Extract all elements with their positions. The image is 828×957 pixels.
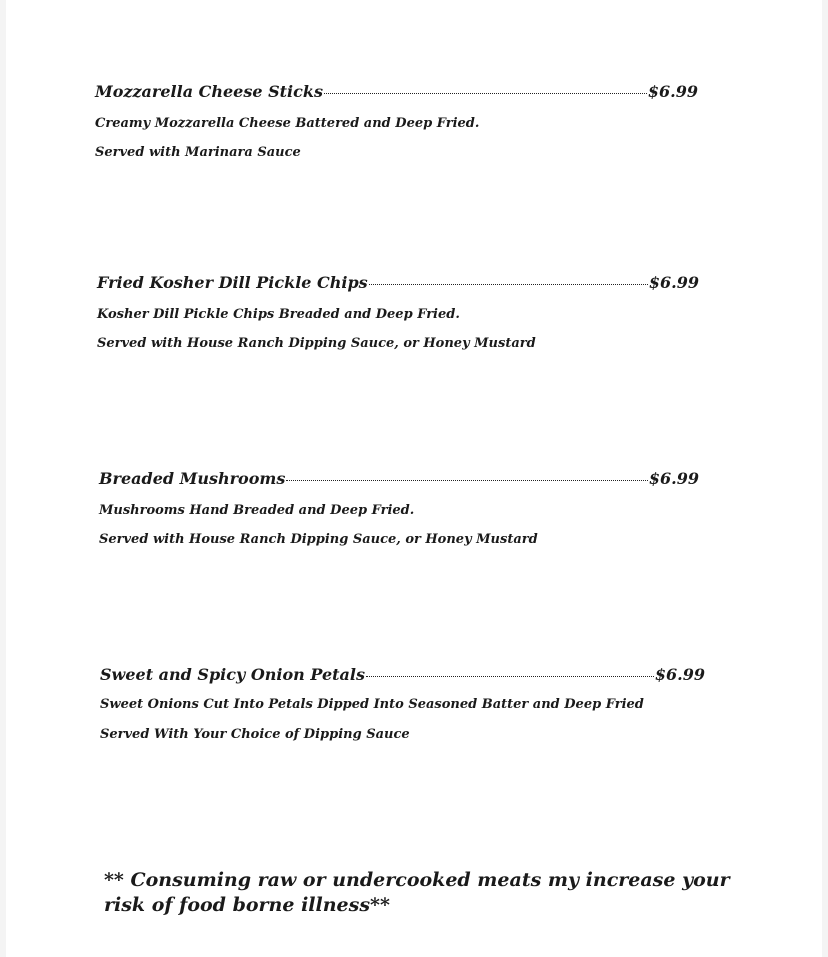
menu-item-name: Breaded Mushrooms [99,469,286,488]
menu-item-name: Sweet and Spicy Onion Petals [100,665,365,684]
food-safety-warning: ** Consuming raw or undercooked meats my increase your risk of food borne illness** [104,869,730,916]
dot-leader [366,676,654,677]
menu-item-description: Creamy Mozzarella Cheese Battered and Deep Fried. [95,116,480,131]
menu-item-price: $6.99 [647,82,698,101]
menu-item-name: Fried Kosher Dill Pickle Chips [97,273,368,292]
menu-item-description: Kosher Dill Pickle Chips Breaded and Deep Fried. [97,307,460,322]
menu-item-title-row [100,665,705,684]
menu-item-title-row [95,82,698,101]
menu-item-name: Mozzarella Cheese Sticks [95,82,323,101]
dot-leader [369,284,648,285]
menu-page [6,0,822,957]
menu-item-price: $6.99 [654,665,705,684]
menu-item [100,665,705,742]
menu-item-title-row [97,273,699,292]
menu-item-serving-note: Served with Marinara Sauce [95,145,301,160]
menu-item-serving-note: Served With Your Choice of Dipping Sauce [100,727,410,742]
menu-item-description: Sweet Onions Cut Into Petals Dipped Into Seasoned Batter and Deep Fried [100,697,644,712]
menu-item-price: $6.99 [648,469,699,488]
menu-item-serving-note: Served with House Ranch Dipping Sauce, or Honey Mustard [99,532,538,547]
dot-leader [324,93,647,94]
menu-item [97,273,699,351]
menu-item [95,82,698,160]
menu-item-price: $6.99 [648,273,699,292]
menu-item [99,469,699,547]
menu-item-serving-note: Served with House Ranch Dipping Sauce, or Honey Mustard [97,336,536,351]
menu-item-description: Mushrooms Hand Breaded and Deep Fried. [99,503,415,518]
dot-leader [286,480,648,481]
menu-item-title-row [99,469,699,488]
